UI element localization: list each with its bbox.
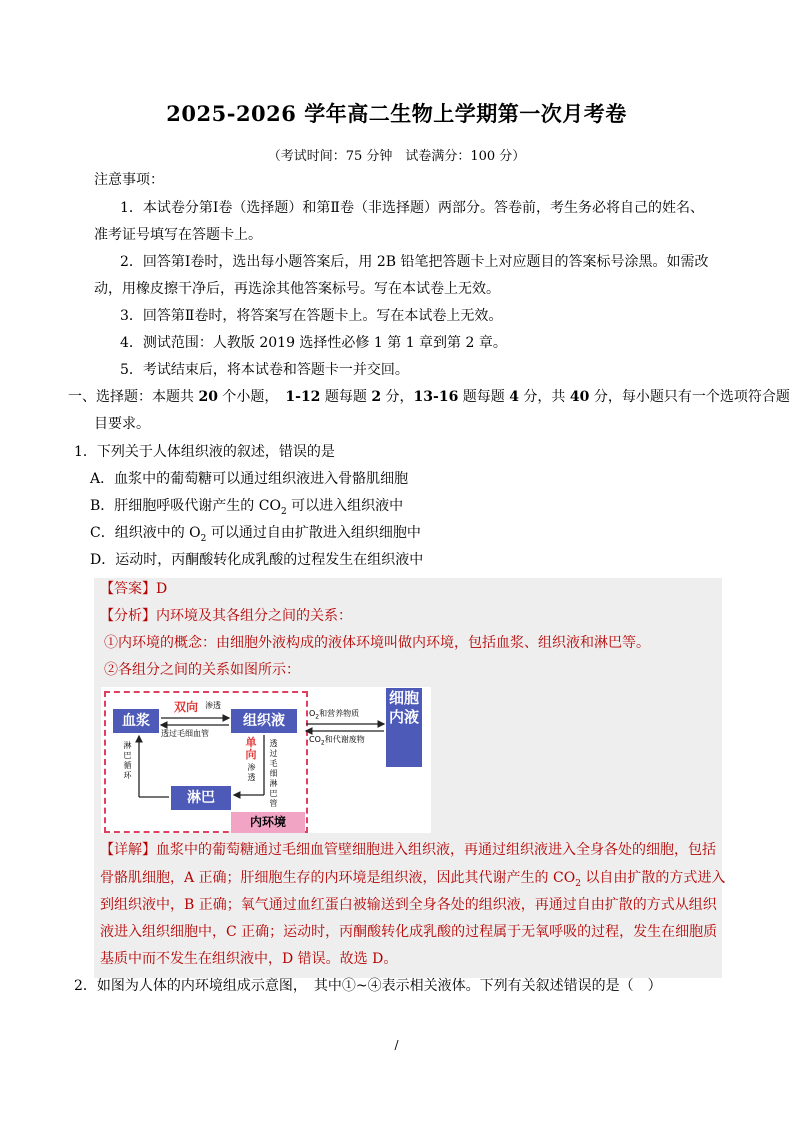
- plasma-box: 血浆: [113, 709, 159, 733]
- page-title: 2025-2026 学年高二生物上学期第一次月考卷: [166, 101, 627, 126]
- option-text: 可以进入组织液中: [286, 498, 404, 514]
- answer-line: [100, 579, 167, 599]
- q1-option-c: [90, 523, 421, 549]
- label-text: 和代谢废物: [324, 735, 365, 744]
- label-text: 和营养物质: [319, 709, 360, 718]
- detail-line-5: 基质中而不发生在组织液中，D 错误。故选 D。: [100, 951, 398, 967]
- option-text: B．肝细胞呼吸代谢产生的 CO: [90, 498, 281, 514]
- label-text: O: [309, 709, 316, 718]
- analysis-point-1: ①内环境的概念：由细胞外液构成的液体环境叫做内环境，包括血浆、组织液和淋巴等。: [104, 635, 650, 651]
- section-1-instructions: [68, 387, 790, 407]
- one-way-label: 单向: [245, 736, 257, 761]
- detail-text: 血浆中的葡萄糖通过毛细血管壁细胞进入组织液，再通过组织液进入全身各处的细胞，包括: [156, 842, 716, 858]
- section-text: 个小题，: [217, 389, 286, 405]
- analysis-text: 内环境及其各组分之间的关系：: [156, 608, 352, 624]
- notice-item-5: 5．考试结束后，将本试卷和答题卡一并交回。: [120, 362, 409, 378]
- lymph-box: 淋巴: [171, 786, 231, 810]
- detail-text: 骨骼肌细胞，A 正确；肝细胞生存的内环境是组织液，因此其代谢产生的 CO: [100, 870, 576, 886]
- two-way-label: 双向: [174, 700, 199, 714]
- osmosis-vertical-label: 渗透: [247, 763, 256, 782]
- internal-environment-label: 内环境: [231, 812, 305, 833]
- detail-line-2: [100, 868, 725, 894]
- section-text: 分，每小题只有一个选项符合题: [589, 389, 790, 405]
- question-2-stem: 2．如图为人体的内环境组成示意图， 其中①~④表示相关液体。下列有关叙述错误的是（ ）: [74, 978, 662, 994]
- section-1-instructions-line2: 目要求。: [94, 416, 150, 432]
- section-text: 分，: [381, 389, 414, 405]
- points-2: 4: [509, 389, 519, 405]
- notice-item-3: 3．回答第Ⅱ卷时，将答案写在答题卡上。写在本试卷上无效。: [120, 308, 503, 324]
- points-1: 2: [371, 389, 382, 405]
- q1-option-b: [90, 496, 403, 522]
- through-lymph-capillary-label: 透过毛细淋巴管: [269, 739, 278, 808]
- subscript: 2: [280, 506, 287, 517]
- question-1-stem: 1．下列关于人体组织液的叙述，错误的是: [74, 444, 335, 460]
- o2-nutrients-label: [309, 709, 359, 723]
- lymph-circulation-label: 淋巴循环: [123, 741, 132, 780]
- section-text: 分，共: [518, 389, 570, 405]
- exam-info: （考试时间：75 分钟 试卷满分：100 分）: [267, 149, 526, 164]
- notice-item-1a: 1．本试卷分第Ⅰ卷（选择题）和第Ⅱ卷（非选择题）两部分。答卷前，考生务必将自己的姓名、: [120, 200, 704, 216]
- section-text: 题每题: [458, 389, 510, 405]
- answer-tag: 【答案】: [100, 581, 156, 597]
- option-text: C．组织液中的 O: [90, 525, 201, 541]
- notice-item-2a: 2．回答第Ⅰ卷时，选出每小题答案后，用 2B 铅笔把答题卡上对应题目的答案标号涂黑。如需改: [120, 254, 709, 270]
- section-text: 一、选择题：本题共: [68, 389, 199, 405]
- notice-item-2b: 动，用橡皮擦干净后，再选涂其他答案标号。写在本试卷上无效。: [94, 281, 500, 297]
- subscript: 2: [320, 739, 325, 747]
- co2-waste-label: [309, 735, 365, 749]
- subscript: 2: [200, 533, 207, 544]
- osmosis-label: 渗透: [205, 701, 221, 710]
- through-capillary-label: 透过毛细血管: [161, 729, 209, 738]
- analysis-line: [100, 606, 352, 626]
- q1-option-d: D．运动时，丙酮酸转化成乳酸的过程发生在组织液中: [90, 552, 424, 568]
- detail-tag: 【详解】: [100, 842, 156, 858]
- notice-item-4: 4．测试范围：人教版 2019 选择性必修 1 第 1 章到第 2 章。: [120, 335, 507, 351]
- total-points: 40: [569, 389, 590, 405]
- intracellular-fluid-box: 细胞内液: [386, 688, 422, 767]
- detail-line-3: 到组织液中，B 正确；氧气通过血红蛋白被输送到全身各处的组织液，再通过自由扩散的方式从组织: [100, 897, 717, 913]
- detail-text: 以自由扩散的方式进入: [580, 870, 726, 886]
- range-2: 13-16: [413, 389, 459, 405]
- option-text: 可以通过自由扩散进入组织细胞中: [206, 525, 421, 541]
- page-footer: /: [394, 1038, 399, 1052]
- subscript: 2: [575, 878, 581, 889]
- analysis-point-2: ②各组分之间的关系如图所示：: [104, 662, 300, 678]
- range-1: 1-12: [285, 389, 321, 405]
- subscript: 2: [315, 713, 320, 721]
- tissue-fluid-box: 组织液: [231, 709, 297, 733]
- detail-line-4: 液进入组织细胞中，C 正确；运动时，丙酮酸转化成乳酸的过程属于无氧呼吸的过程，发生在细胞质: [100, 924, 718, 940]
- question-count: 20: [198, 389, 218, 405]
- section-text: 题每题: [320, 389, 372, 405]
- label-text: CO: [309, 735, 321, 744]
- internal-environment-diagram: [101, 687, 431, 833]
- notice-heading: 注意事项：: [94, 172, 164, 188]
- notice-item-1b: 准考证号填写在答题卡上。: [94, 227, 262, 243]
- detail-line-1: [100, 840, 716, 860]
- q1-option-a: A．血浆中的葡萄糖可以通过组织液进入骨骼肌细胞: [90, 471, 409, 487]
- answer-value: D: [156, 581, 168, 597]
- analysis-tag: 【分析】: [100, 608, 156, 624]
